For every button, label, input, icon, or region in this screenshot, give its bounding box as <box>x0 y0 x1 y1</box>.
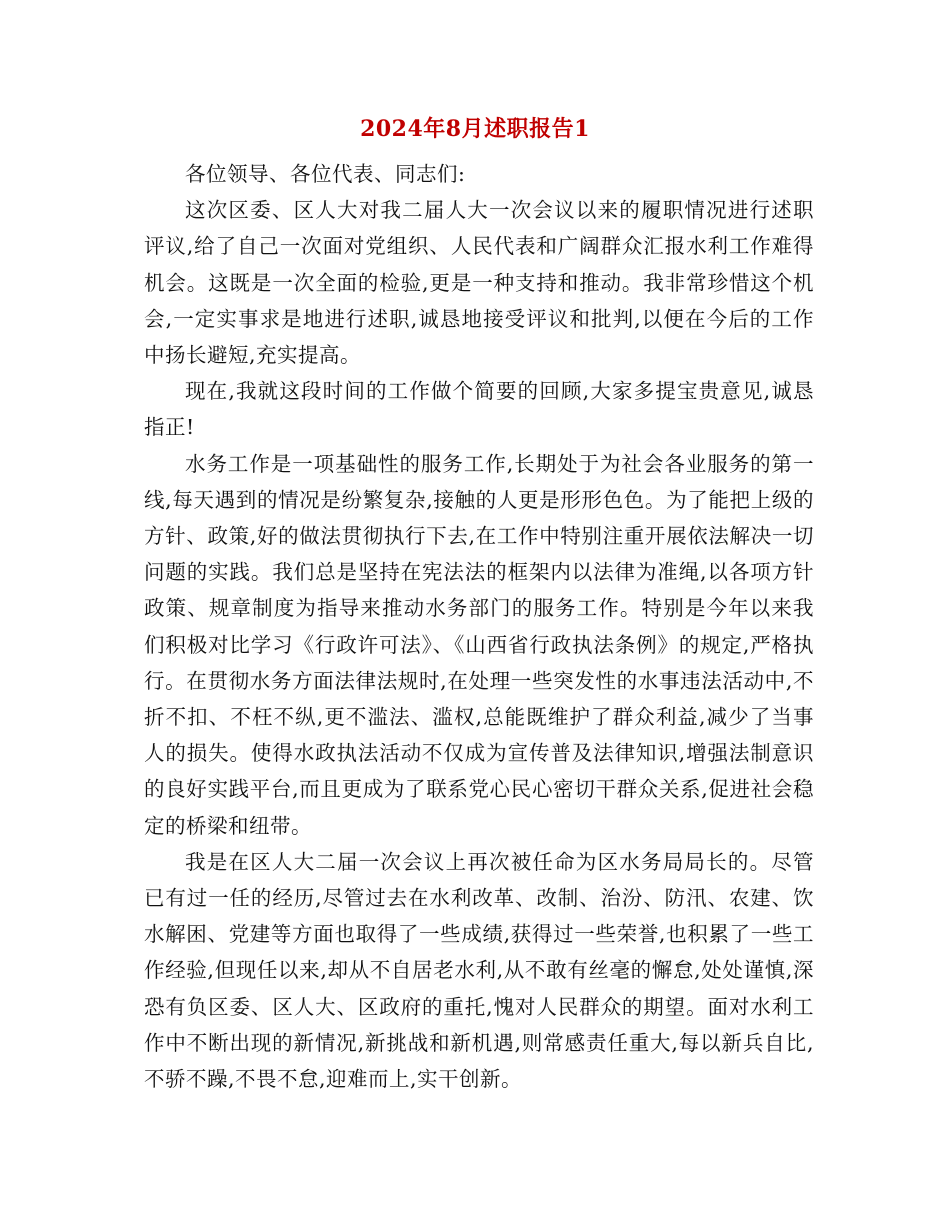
body-paragraph-3: 水务工作是一项基础性的服务工作,长期处于为社会各业服务的第一线,每天遇到的情况是纷繁复杂,接触的人更是形形色色。为了能把上级的方针、政策,好的做法贯彻执行下去,在工作中特别注重开展依法解决一切问题的实践。我们总是坚持在宪法法的框架内以法律为准绳,以各项方针政策、规章制度为指导来推动水务部门的服务工作。特别是今年以来我们积极对比学习《行政许可法》、《山西省行政执法条例》的规定,严格执行。在贯彻水务方面法律法规时,在处理一些突发性的水事违法活动中,不折不扣、不枉不纵,更不滥法、滥权,总能既维护了群众利益,减少了当事人的损失。使得水政执法活动不仅成为宣传普及法律知识,增强法制意识的良好实践平台,而且更成为了联系党心民心密切干群众关系,促进社会稳定的桥梁和纽带。 <box>144 451 814 838</box>
body-paragraph-1: 这次区委、区人大对我二届人大一次会议以来的履职情况进行述职评议,给了自己一次面对党组织、人民代表和广阔群众汇报水利工作难得机会。这既是一次全面的检验,更是一种支持和推动。我非常珍惜这个机会,一定实事求是地进行述职,诚恳地接受评议和批判,以便在今后的工作中扬长避短,充实提高。 <box>144 198 814 368</box>
salutation-paragraph: 各位领导、各位代表、同志们: <box>185 162 466 186</box>
body-paragraph-4: 我是在区人大二届一次会议上再次被任命为区水务局局长的。尽管已有过一任的经历,尽管过去在水利改革、改制、治汾、防汛、农建、饮水解困、党建等方面也取得了一些成绩,获得过一些荣誉,也积累了一些工作经验,但现任以来,却从不自居老水利,从不敢有丝毫的懈怠,处处谨慎,深恐有负区委、区人大、区政府的重托,愧对人民群众的期望。面对水利工作中不断出现的新情况,新挑战和新机遇,则常感责任重大,每以新兵自比,不骄不躁,不畏不怠,迎难而上,实干创新。 <box>144 849 814 1092</box>
document-title: 2024年8月述职报告1 <box>360 116 590 142</box>
document-body <box>144 156 814 1097</box>
body-paragraph-2: 现在,我就这段时间的工作做个简要的回顾,大家多提宝贵意见,诚恳指正! <box>144 379 814 440</box>
